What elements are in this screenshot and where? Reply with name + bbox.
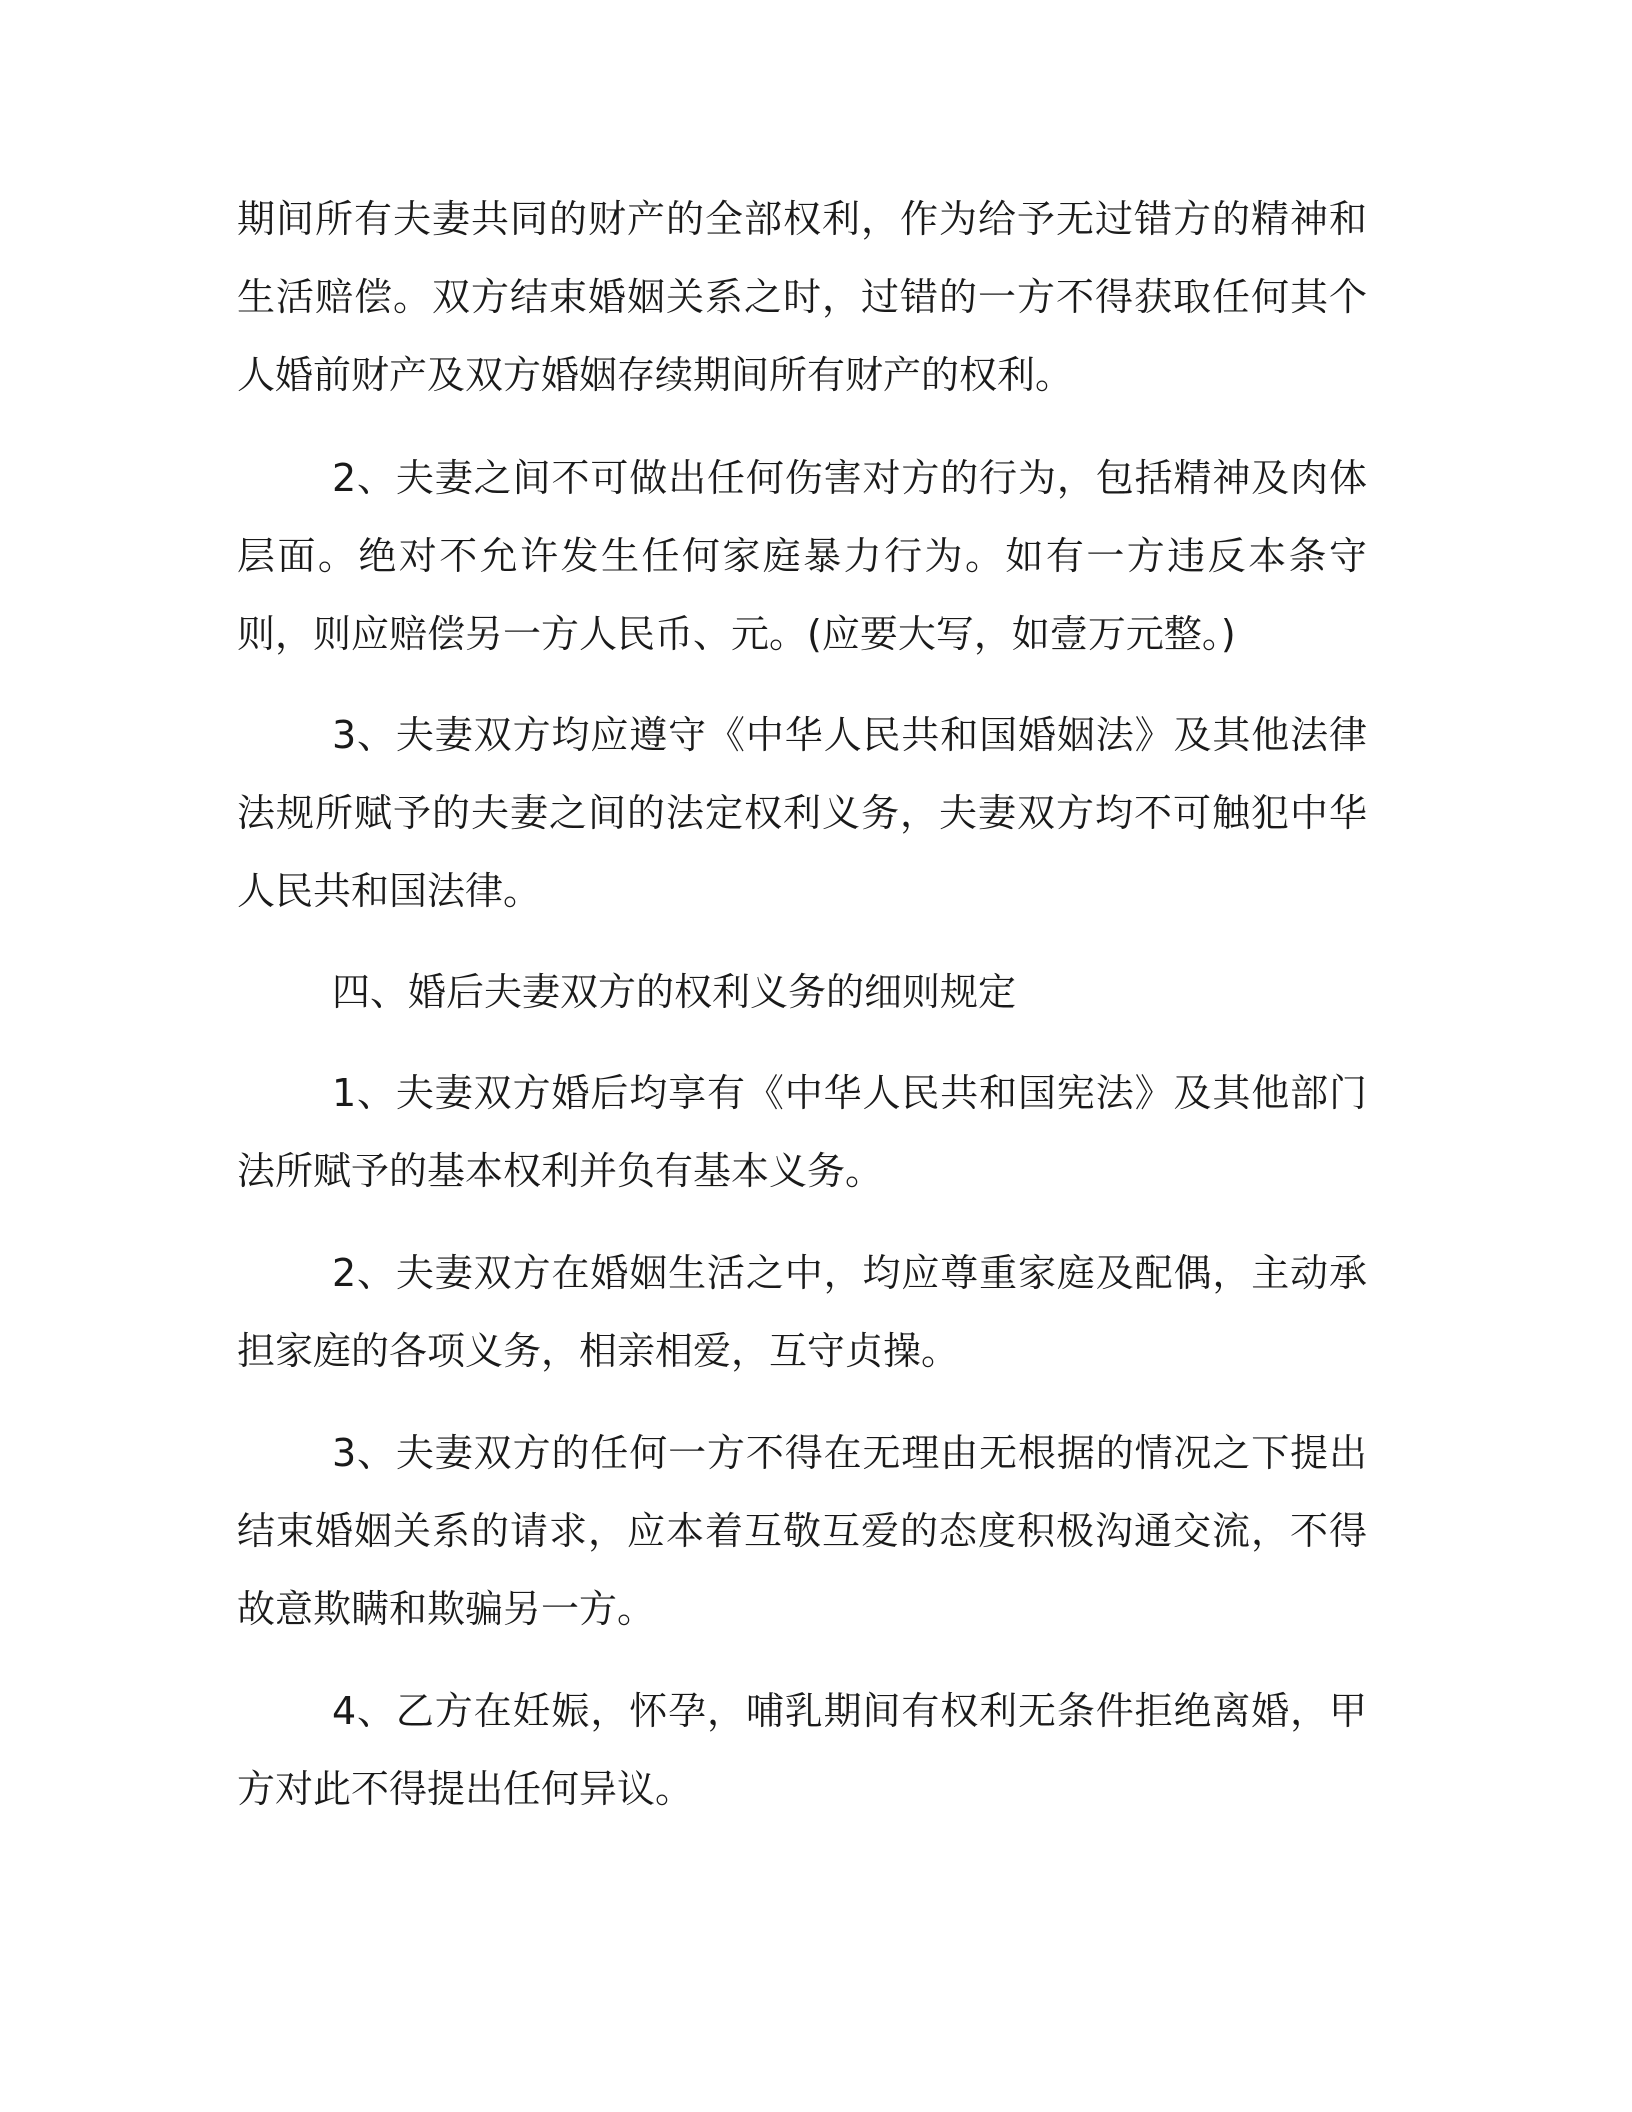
paragraph-property-rights: 期间所有夫妻共同的财产的全部权利，作为给予无过错方的精神和生活赔偿。双方结束婚姻关系之时，过错的一方不得获取任何其个人婚前财产及双方婚姻存续期间所有财产的权利。 <box>237 197 1367 397</box>
section-heading-four: 四、婚后夫妻双方的权利义务的细则规定 <box>332 970 1017 1014</box>
paragraph-rights-clause-2: 2、夫妻双方在婚姻生活之中，均应尊重家庭及配偶，主动承担家庭的各项义务，相亲相爱，互守贞操。 <box>237 1251 1367 1373</box>
paragraph-clause-2-no-harm: 2、夫妻之间不可做出任何伤害对方的行为，包括精神及肉体层面。绝对不允许发生任何家庭暴力行为。如有一方违反本条守则，则应赔偿另一方人民币、元。(应要大写，如壹万元整。) <box>237 456 1367 656</box>
paragraph-clause-3-obey-law: 3、夫妻双方均应遵守《中华人民共和国婚姻法》及其他法律法规所赋予的夫妻之间的法定权利义务，夫妻双方均不可触犯中华人民共和国法律。 <box>237 713 1367 913</box>
paragraph-rights-clause-1: 1、夫妻双方婚后均享有《中华人民共和国宪法》及其他部门法所赋予的基本权利并负有基本义务。 <box>237 1071 1367 1193</box>
paragraph-rights-clause-4: 4、乙方在妊娠，怀孕，哺乳期间有权利无条件拒绝离婚，甲方对此不得提出任何异议。 <box>237 1689 1367 1811</box>
paragraph-rights-clause-3: 3、夫妻双方的任何一方不得在无理由无根据的情况之下提出结束婚姻关系的请求，应本着互敬互爱的态度积极沟通交流，不得故意欺瞒和欺骗另一方。 <box>237 1431 1367 1631</box>
